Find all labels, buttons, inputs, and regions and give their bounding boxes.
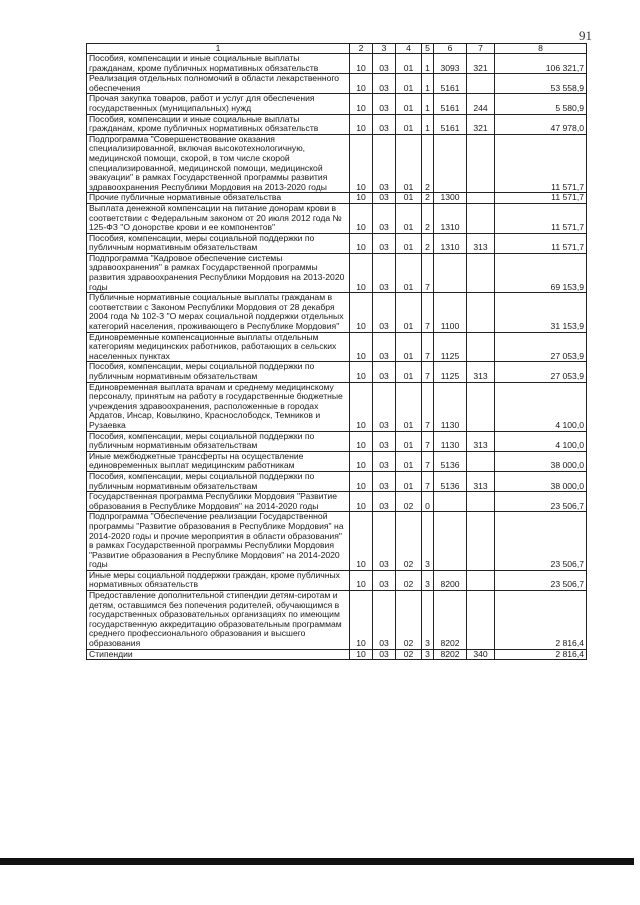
row-description: Иные меры социальной поддержки граждан, кроме публичных нормативных обязательств (87, 570, 350, 590)
row-description: Пособия, компенсации и иные социальные выплаты гражданам, кроме публичных нормативных обязательств (87, 114, 350, 134)
row-description: Иные межбюджетные трансферты на осуществление единовременных выплат медицинским работникам (87, 451, 350, 471)
row-amount: 11 571,7 (495, 203, 587, 233)
row-code-3: 03 (373, 114, 396, 134)
row-code-2: 10 (350, 649, 373, 660)
row-code-2: 10 (350, 293, 373, 332)
row-code-5: 1 (422, 114, 434, 134)
row-description: Пособия, компенсации, меры социальной поддержки по публичным нормативным обязательствам (87, 362, 350, 382)
table-row (87, 570, 587, 590)
row-code-7 (467, 451, 495, 471)
row-description: Публичные нормативные социальные выплаты гражданам в соответствии с Законом Республики Мордовия от 28 декабря 2004 года № 102-З "О мерах социальной поддержки отдельных категорий населения, проживающего в Республике Мордовия" (87, 293, 350, 332)
row-description: Реализация отдельных полномочий в области лекарственного обеспечения (87, 74, 350, 94)
row-code-5: 1 (422, 74, 434, 94)
row-code-4: 01 (396, 382, 422, 431)
row-code-3: 03 (373, 233, 396, 253)
row-code-5: 3 (422, 591, 434, 650)
row-code-3: 03 (373, 94, 396, 114)
row-code-4: 02 (396, 492, 422, 512)
row-amount: 23 506,7 (495, 512, 587, 571)
row-code-7: 321 (467, 54, 495, 74)
row-code-3: 03 (373, 649, 396, 660)
row-code-7 (467, 193, 495, 204)
table-row (87, 293, 587, 332)
row-code-7: 313 (467, 362, 495, 382)
row-code-3: 03 (373, 570, 396, 590)
row-code-4: 01 (396, 332, 422, 362)
table-row (87, 203, 587, 233)
row-amount: 38 000,0 (495, 471, 587, 491)
row-amount: 31 153,9 (495, 293, 587, 332)
row-description: Единовременные компенсационные выплаты отдельным категориям медицинских работников, работающих в сельских населенных пунктах (87, 332, 350, 362)
row-amount: 38 000,0 (495, 451, 587, 471)
table-body (87, 54, 587, 660)
row-code-3: 03 (373, 431, 396, 451)
row-code-7: 313 (467, 233, 495, 253)
row-code-5: 7 (422, 293, 434, 332)
page-number: 91 (579, 28, 592, 43)
row-amount: 2 816,4 (495, 649, 587, 660)
row-code-2: 10 (350, 134, 373, 193)
row-description: Пособия, компенсации, меры социальной поддержки по публичным нормативным обязательствам (87, 471, 350, 491)
header-cell: 4 (396, 44, 422, 54)
row-code-2: 10 (350, 382, 373, 431)
row-amount: 2 816,4 (495, 591, 587, 650)
table-row (87, 431, 587, 451)
row-code-4: 01 (396, 451, 422, 471)
row-code-6 (434, 512, 467, 571)
row-code-6: 1130 (434, 431, 467, 451)
row-code-2: 10 (350, 203, 373, 233)
row-code-4: 02 (396, 512, 422, 571)
table-row (87, 54, 587, 74)
header-cell: 3 (373, 44, 396, 54)
row-amount: 4 100,0 (495, 431, 587, 451)
row-code-6 (434, 492, 467, 512)
row-code-2: 10 (350, 591, 373, 650)
row-code-3: 03 (373, 332, 396, 362)
table-row (87, 591, 587, 650)
row-code-6: 5161 (434, 94, 467, 114)
row-code-4: 01 (396, 94, 422, 114)
row-amount: 106 321,7 (495, 54, 587, 74)
table-header-row (87, 44, 587, 54)
table-row (87, 649, 587, 660)
row-amount: 69 153,9 (495, 253, 587, 292)
row-code-4: 01 (396, 114, 422, 134)
row-code-2: 10 (350, 253, 373, 292)
row-code-7: 313 (467, 431, 495, 451)
table-row (87, 233, 587, 253)
row-code-5: 1 (422, 54, 434, 74)
row-code-2: 10 (350, 570, 373, 590)
row-code-2: 10 (350, 332, 373, 362)
row-code-6: 1310 (434, 233, 467, 253)
row-code-7 (467, 203, 495, 233)
row-code-4: 02 (396, 570, 422, 590)
row-code-3: 03 (373, 253, 396, 292)
row-code-6: 1300 (434, 193, 467, 204)
row-code-4: 01 (396, 134, 422, 193)
row-amount: 27 053,9 (495, 332, 587, 362)
row-code-2: 10 (350, 54, 373, 74)
row-amount: 11 571,7 (495, 193, 587, 204)
budget-table (86, 43, 587, 660)
row-code-7 (467, 570, 495, 590)
header-cell: 1 (87, 44, 350, 54)
row-code-7 (467, 293, 495, 332)
row-code-3: 03 (373, 451, 396, 471)
row-code-4: 01 (396, 293, 422, 332)
row-code-7: 313 (467, 471, 495, 491)
header-cell: 5 (422, 44, 434, 54)
table-row (87, 362, 587, 382)
row-description: Пособия, компенсации и иные социальные выплаты гражданам, кроме публичных нормативных обязательств (87, 54, 350, 74)
row-description: Пособия, компенсации, меры социальной поддержки по публичным нормативным обязательствам (87, 233, 350, 253)
table-row (87, 253, 587, 292)
row-code-2: 10 (350, 94, 373, 114)
row-code-6: 8202 (434, 649, 467, 660)
row-code-6: 5161 (434, 74, 467, 94)
row-code-5: 0 (422, 492, 434, 512)
header-cell: 7 (467, 44, 495, 54)
row-description: Предоставление дополнительной стипендии детям-сиротам и детям, оставшимся без попечения родителей, обучающимся в государственных образовательных организациях по имеющим государственную аккредитацию образовательным программам среднего профессионального образования и высшего образования (87, 591, 350, 650)
row-description: Подпрограмма "Кадровое обеспечение системы здравоохранения" в рамках Государственной программы развития здравоохранения Республики Мордовия на 2013-2020 годы (87, 253, 350, 292)
row-code-5: 7 (422, 471, 434, 491)
row-code-7 (467, 253, 495, 292)
bottom-scan-bar (0, 858, 634, 865)
row-amount: 5 580,9 (495, 94, 587, 114)
row-code-7: 340 (467, 649, 495, 660)
row-code-7 (467, 332, 495, 362)
row-code-6: 5136 (434, 471, 467, 491)
row-code-5: 7 (422, 253, 434, 292)
row-description: Пособия, компенсации, меры социальной поддержки по публичным нормативным обязательствам (87, 431, 350, 451)
row-code-6: 5161 (434, 114, 467, 134)
row-code-7: 244 (467, 94, 495, 114)
row-amount: 4 100,0 (495, 382, 587, 431)
row-code-5: 1 (422, 94, 434, 114)
table-row (87, 512, 587, 571)
row-code-2: 10 (350, 492, 373, 512)
row-code-7 (467, 492, 495, 512)
row-code-3: 03 (373, 54, 396, 74)
row-code-7 (467, 591, 495, 650)
table-row (87, 382, 587, 431)
row-code-3: 03 (373, 74, 396, 94)
row-code-4: 01 (396, 253, 422, 292)
row-description: Стипендии (87, 649, 350, 660)
row-code-5: 2 (422, 193, 434, 204)
row-amount: 11 571,7 (495, 233, 587, 253)
row-code-6: 8202 (434, 591, 467, 650)
row-code-7 (467, 74, 495, 94)
row-amount: 23 506,7 (495, 492, 587, 512)
header-cell: 6 (434, 44, 467, 54)
row-code-4: 01 (396, 74, 422, 94)
row-description: Прочая закупка товаров, работ и услуг для обеспечения государственных (муниципальных) нужд (87, 94, 350, 114)
row-code-4: 01 (396, 471, 422, 491)
row-code-2: 10 (350, 193, 373, 204)
row-code-6: 3093 (434, 54, 467, 74)
row-code-3: 03 (373, 492, 396, 512)
table-row (87, 451, 587, 471)
row-description: Единовременная выплата врачам и среднему медицинскому персоналу, принятым на работу в государственные бюджетные учреждения здравоохранения, расположенные в городах Ардатов, Инсар, Ковылкино, Краснослободск, Темников и Рузаевка (87, 382, 350, 431)
row-code-4: 01 (396, 193, 422, 204)
table-row (87, 332, 587, 362)
table-row (87, 193, 587, 204)
row-code-3: 03 (373, 591, 396, 650)
row-amount: 47 978,0 (495, 114, 587, 134)
row-code-6: 1125 (434, 362, 467, 382)
row-code-2: 10 (350, 471, 373, 491)
row-code-4: 01 (396, 431, 422, 451)
row-code-5: 3 (422, 570, 434, 590)
row-code-6 (434, 253, 467, 292)
row-description: Подпрограмма "Обеспечение реализации Государственной программы "Развитие образования в Республике Мордовия" на 2014-2020 годы и прочие мероприятия в области образования" в рамках Государственной программы Республики Мордовия "Развитие образования в Республике Мордовия" на 2014-2020 годы (87, 512, 350, 571)
row-code-5: 7 (422, 431, 434, 451)
row-code-3: 03 (373, 193, 396, 204)
row-code-3: 03 (373, 203, 396, 233)
row-code-7 (467, 512, 495, 571)
row-amount: 11 571,7 (495, 134, 587, 193)
row-code-2: 10 (350, 512, 373, 571)
row-code-5: 7 (422, 451, 434, 471)
header-cell: 8 (495, 44, 587, 54)
row-description: Государственная программа Республики Мордовия "Развитие образования в Республике Мордовия" на 2014-2020 годы (87, 492, 350, 512)
row-code-7 (467, 134, 495, 193)
row-code-4: 01 (396, 233, 422, 253)
row-code-5: 3 (422, 512, 434, 571)
row-code-6 (434, 134, 467, 193)
row-code-5: 3 (422, 649, 434, 660)
row-code-4: 01 (396, 54, 422, 74)
row-code-2: 10 (350, 431, 373, 451)
row-code-3: 03 (373, 134, 396, 193)
row-code-6: 1130 (434, 382, 467, 431)
row-code-3: 03 (373, 382, 396, 431)
table-row (87, 134, 587, 193)
table-row (87, 471, 587, 491)
row-code-4: 01 (396, 362, 422, 382)
row-code-7: 321 (467, 114, 495, 134)
row-code-6: 8200 (434, 570, 467, 590)
row-code-2: 10 (350, 114, 373, 134)
row-amount: 27 053,9 (495, 362, 587, 382)
row-amount: 23 506,7 (495, 570, 587, 590)
row-code-3: 03 (373, 362, 396, 382)
row-code-4: 02 (396, 591, 422, 650)
table-row (87, 94, 587, 114)
row-amount: 53 558,9 (495, 74, 587, 94)
row-code-2: 10 (350, 362, 373, 382)
row-code-4: 02 (396, 649, 422, 660)
row-description: Прочие публичные нормативные обязательства (87, 193, 350, 204)
row-code-5: 7 (422, 332, 434, 362)
row-code-6: 1310 (434, 203, 467, 233)
row-code-5: 7 (422, 362, 434, 382)
row-code-6: 1100 (434, 293, 467, 332)
table-row (87, 492, 587, 512)
row-code-5: 7 (422, 382, 434, 431)
row-code-3: 03 (373, 512, 396, 571)
row-code-3: 03 (373, 471, 396, 491)
table-row (87, 114, 587, 134)
row-description: Подпрограмма "Совершенствование оказания специализированной, включая высокотехнологичную, медицинской помощи, скорой, в том числе скорой специализированной, медицинской помощи, медицинской эвакуации" в рамках Государственной программы развития здравоохранения Республики Мордовия на 2013-2020 годы (87, 134, 350, 193)
row-code-6: 1125 (434, 332, 467, 362)
row-code-2: 10 (350, 233, 373, 253)
row-code-5: 2 (422, 233, 434, 253)
row-description: Выплата денежной компенсации на питание донорам крови в соответствии с Федеральным законом от 20 июля 2012 года № 125-ФЗ "О донорстве крови и ее компонентов" (87, 203, 350, 233)
header-cell: 2 (350, 44, 373, 54)
row-code-7 (467, 382, 495, 431)
row-code-6: 5136 (434, 451, 467, 471)
table-row (87, 74, 587, 94)
row-code-3: 03 (373, 293, 396, 332)
row-code-5: 2 (422, 203, 434, 233)
row-code-5: 2 (422, 134, 434, 193)
row-code-2: 10 (350, 451, 373, 471)
row-code-4: 01 (396, 203, 422, 233)
row-code-2: 10 (350, 74, 373, 94)
